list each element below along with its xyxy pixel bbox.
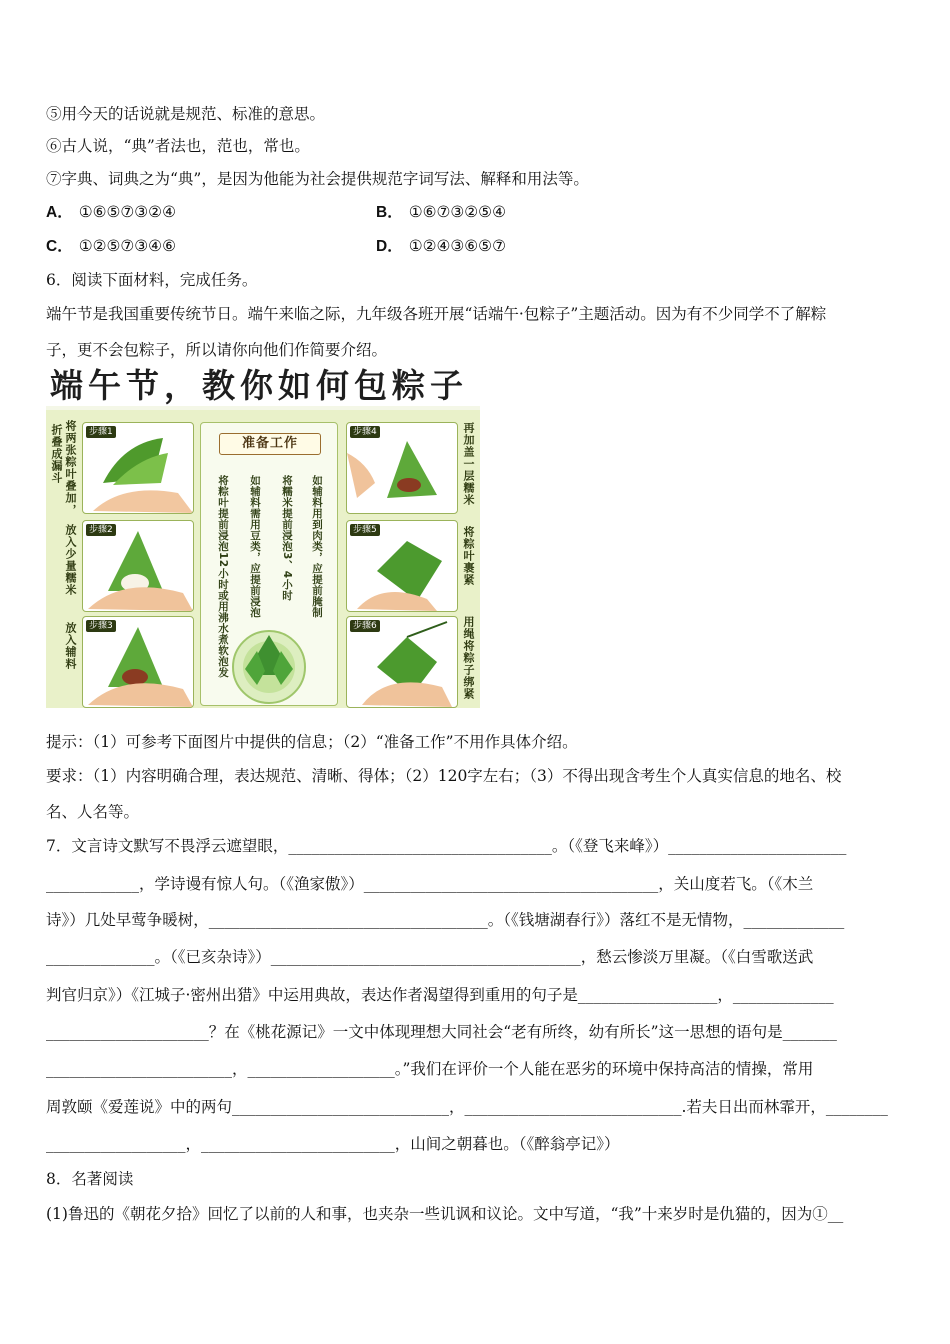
question-7-line-9[interactable]: __________________，_________________________，山间之朝暮也。（《醉翁亭记》） <box>46 1135 620 1153</box>
option-b-text: ①⑥⑦③②⑤④ <box>408 203 506 221</box>
question-6-heading: 6．阅读下面材料，完成任务。 <box>46 271 258 289</box>
step-3-label: 放入辅料 <box>64 622 77 670</box>
option-c-text: ①②⑤⑦③④⑥ <box>78 237 176 255</box>
step-1-panel <box>82 422 194 514</box>
option-d-text: ①②④③⑥⑤⑦ <box>408 237 506 255</box>
prep-item-3: 将糯米提前浸泡3、4小时 <box>281 475 293 601</box>
zongzi-plate-illustration <box>201 605 337 705</box>
step-2-panel <box>82 520 194 612</box>
step-6-panel <box>346 616 458 708</box>
poster-body <box>46 410 480 708</box>
preparation-box <box>200 422 338 706</box>
step-6-label: 用绳将粽子绑紧 <box>462 616 475 700</box>
question-6-para-1: 端午节是我国重要传统节日。端午来临之际，九年级各班开展“话端午·包粽子”主题活动。因为有不少同学不了解粽 <box>46 305 827 323</box>
option-d[interactable] <box>376 235 506 258</box>
zongzi-poster <box>46 366 480 708</box>
question-6-hint: 提示：（1）可参考下面图片中提供的信息；（2）“准备工作”不用作具体介绍。 <box>46 733 578 751</box>
question-7-line-8[interactable]: 周敦颐《爱莲说》中的两句____________________________，____________________________.若夫日出而林霏开，________ <box>46 1098 888 1116</box>
question-8-heading: 8．名著阅读 <box>46 1170 134 1188</box>
question-7-line-5[interactable]: 判官归京》）《江城子·密州出猎》中运用典故，表达作者渴望得到重用的句子是__________________，_____________ <box>46 986 834 1004</box>
step-1-note: 将两张粽叶叠加， <box>64 420 77 516</box>
option-a[interactable] <box>46 201 176 224</box>
step-4-panel <box>346 422 458 514</box>
question-7-line-1[interactable]: 7．文言诗文默写不畏浮云遮望眼，__________________________________。（《登飞来峰》）_______________________ <box>46 837 847 855</box>
option-d-letter: D． <box>376 238 403 255</box>
item-5: ⑤用今天的话说就是规范、标准的意思。 <box>46 105 326 123</box>
question-6-req-1: 要求：（1）内容明确合理，表达规范、清晰、得体；（2）120字左右；（3）不得出现含考生个人真实信息的地名、校 <box>46 767 842 785</box>
option-b[interactable] <box>376 201 506 224</box>
step-4-tag: 步骤4 <box>350 426 380 438</box>
item-6: ⑥古人说，“典”者法也，范也，常也。 <box>46 137 310 155</box>
prep-item-4: 如辅料用到肉类，应提前腌制 <box>311 475 323 618</box>
option-a-text: ①⑥⑤⑦③②④ <box>78 203 176 221</box>
option-c-letter: C． <box>46 238 73 255</box>
question-7-line-7[interactable]: ________________________，___________________。”我们在评价一个人能在恶劣的环境中保持高洁的情操，常用 <box>46 1060 814 1078</box>
step-1-tag: 步骤1 <box>86 426 116 438</box>
option-c[interactable] <box>46 235 176 258</box>
prep-item-1: 将粽叶提前浸泡12小时或用沸水煮软泡发 <box>217 475 229 678</box>
question-8-line-1[interactable]: (1)鲁迅的《朝花夕拾》回忆了以前的人和事，也夹杂一些讥讽和议论。文中写道，“我”十来岁时是仇猫的，因为①__ <box>46 1205 844 1223</box>
step-4-label: 再加盖一层糯米 <box>462 422 475 506</box>
step-2-tag: 步骤2 <box>86 524 116 536</box>
option-b-letter: B． <box>376 204 403 221</box>
step-5-label: 将粽叶裹紧 <box>462 526 475 586</box>
question-7-line-2[interactable]: ____________，学诗谩有惊人句。（《渔家傲》）______________________________________，关山度若飞。（《木兰 <box>46 875 814 893</box>
step-3-tag: 步骤3 <box>86 620 116 632</box>
preparation-title: 准备工作 <box>219 433 321 455</box>
option-a-letter: A． <box>46 204 73 221</box>
item-7: ⑦字典、词典之为“典”，是因为他能为社会提供规范字词写法、解释和用法等。 <box>46 170 589 188</box>
prep-item-2: 如辅料需用豆类，应提前浸泡 <box>249 475 261 618</box>
question-6-para-2: 子，更不会包粽子，所以请你向他们作简要介绍。 <box>46 341 388 359</box>
step-3-panel <box>82 616 194 708</box>
step-5-tag: 步骤5 <box>350 524 380 536</box>
question-7-line-6[interactable]: _____________________？在《桃花源记》一文中体现理想大同社会“老有所终，幼有所长”这一思想的语句是_______ <box>46 1023 837 1041</box>
step-5-panel <box>346 520 458 612</box>
poster-title: 端午节，教你如何包粽子 <box>46 366 480 406</box>
step-6-tag: 步骤6 <box>350 620 380 632</box>
question-7-line-3[interactable]: 诗》）几处早莺争暖树，____________________________________。（《钱塘湖春行》）落红不是无情物，_____________ <box>46 911 845 929</box>
step-1-label: 折叠成漏斗 <box>50 424 63 484</box>
question-7-line-4[interactable]: ______________。（《已亥杂诗》）________________________________________，愁云惨淡万里凝。（《白雪歌送武 <box>46 948 814 966</box>
question-6-req-2: 名、人名等。 <box>46 803 140 821</box>
step-2-label: 放入少量糯米 <box>64 524 77 596</box>
